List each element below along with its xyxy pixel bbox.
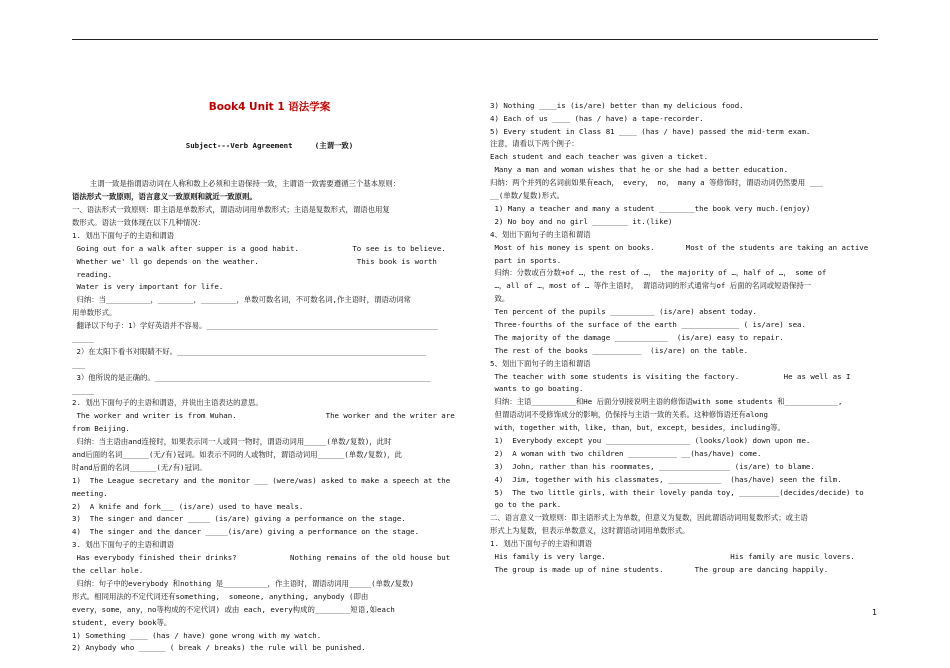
text-line: His family is very large. His family are music lovers. — [490, 551, 855, 561]
text-line: 但谓语动词不受修饰成分的影响，仍保持与主语一致的关系。这种修饰语还有along — [490, 410, 768, 420]
text-line: the cellar hole. — [72, 566, 144, 576]
text-line: and后面的名词______(无/有)冠词。如表示不同的人或物时，谓语动词用______(单数/复数)，此 — [72, 450, 402, 460]
text-line: _____ — [72, 385, 95, 395]
text-line: 用单数形式。 — [72, 308, 117, 318]
text-line: Whether we' ll go depends on the weather. This book is worth — [72, 256, 437, 266]
text-line: reading. — [72, 269, 113, 279]
left-column-body — [72, 178, 467, 655]
text-line: 4) The singer and the dancer _____(is/are) giving a performance on the stage. — [72, 527, 420, 537]
text-line: 归纳：当主语由and连接时，如果表示同一人或同一物时，谓语动词用_____(单数/复数)，此时 — [72, 437, 392, 447]
right-column-body — [490, 100, 880, 577]
text-line: The worker and writer is from Wuhan. The worker and the writer are — [72, 411, 455, 421]
text-line: 2) Anybody who ______ ( break / breaks) the rule will be punished. — [72, 643, 366, 653]
text-line: 归纳：主语__________和He 后面分别接说明主语的修饰语with some students 和____________, — [490, 397, 843, 407]
text-line: _____ — [72, 334, 95, 344]
header-rule — [72, 39, 878, 40]
right-column — [490, 74, 880, 590]
text-line: 1) The League secretary and the monitor ___ (were/was) asked to make a speech at the — [72, 475, 451, 485]
text-line: 1) Something ____ (has / have) gone wrong with my watch. — [72, 630, 322, 640]
text-line: 5) Every student in Class 81 ____ (has / have) passed the mid-term exam. — [490, 126, 811, 136]
text-line: __(单数/复数)形式。 — [490, 191, 564, 201]
text-line: 2) No boy and no girl ________ it.(like) — [490, 216, 673, 226]
text-line: meeting. — [72, 488, 108, 498]
text-line: Three-fourths of the surface of the earth _____________ ( is/are) sea. — [490, 319, 806, 329]
text-line: 3) Nothing ____is (is/are) better than my delicious food. — [490, 100, 744, 110]
text-line: 3) John, rather than his roommates, ________________ (is/are) to blame. — [490, 461, 815, 471]
document-subtitle: Subject---Verb Agreement (主谓一致) — [185, 140, 354, 150]
text-line: 1. 划出下面句子的主语和谓语 — [490, 539, 593, 549]
text-line: 归纳：分数或百分数+of …，the rest of …， the majority of …，half of …， some of — [490, 268, 827, 278]
text-line: The group is made up of nine students. The group are dancing happily. — [490, 564, 829, 574]
text-line: Most of his money is spent on books. Most of the students are taking an active — [490, 242, 869, 252]
text-line: Has everybody finished their drinks? Nothing remains of the old house but — [72, 553, 451, 563]
text-line: 3. 划出下面句子的主语和谓语 — [72, 540, 175, 550]
text-line: 1) Everybody except you ___________________ (looks/look) down upon me. — [490, 435, 811, 445]
text-line: 主谓一致是指谓语动词在人称和数上必须和主语保持一致，主谓语一致需要遵循三个基本原则： — [72, 179, 401, 189]
text-line: The teacher with some students is visiting the factory. He as well as I — [490, 371, 851, 381]
text-line: The rest of the books ___________ (is/are) on the table. — [490, 345, 749, 355]
text-line: 3）他所说的是正确的。______________________________________________________________ — [72, 372, 431, 382]
text-line: 5) The two little girls, with their lovely panda toy, _________(decides/decide) to — [490, 487, 864, 497]
text-line: 归纳：两个并列的名词前如果有each， every， no， many a 等修饰时，谓语动词仍然要用 ___ — [490, 178, 823, 188]
text-line: 翻译以下句子：1）学好英语并不容易。____________________________________________________ — [72, 321, 438, 331]
text-line: 归纳：句子中的everybody 和nothing 是__________，作主语时，谓语动词用_____(单数/复数) — [72, 578, 415, 588]
page-number: 1 — [872, 608, 878, 617]
text-line: 形式上为复数，但表示单数意义，这时谓语动词用单数形式。 — [490, 526, 690, 536]
text-line: Each student and each teacher was given a ticket. — [490, 152, 709, 162]
text-line: 2) A woman with two children ___________ __(has/have) come. — [490, 448, 762, 458]
text-line: 致。 — [490, 294, 510, 304]
text-line: 2) A knife and fork___ (is/are) used to have meals. — [72, 501, 304, 511]
text-line: 归纳：当__________，________，________，单数可数名词，不可数名词,作主语时，谓语动词常 — [72, 295, 411, 305]
text-line: 1. 划出下面句子的主语和谓语 — [72, 230, 175, 240]
text-line: go to the park. — [490, 500, 562, 510]
text-line: 4) Each of us ____ (has / have) a tape-recorder. — [490, 113, 704, 123]
text-line: The majority of the damage ____________ (is/are) easy to repair. — [490, 332, 784, 342]
text-line: part in sports. — [490, 255, 562, 265]
text-line: 4、划出下面句子的主语和谓语 — [490, 229, 591, 239]
text-line: 1) Many a teacher and many a student ________the book very much.(enjoy) — [490, 203, 811, 213]
text-line: 语法形式一致原则，语言意义一致原则和就近一致原则。 — [72, 192, 257, 202]
text-line: 一、语法形式一致原则：即主语是单数形式，谓语动词用单数形式；主语是复数形式，谓语也用复 — [72, 205, 390, 215]
text-line: 3) The singer and dancer _____ (is/are) giving a performance on the stage. — [72, 514, 406, 524]
text-line: 二、语言意义一致原则：即主语形式上为单数，但意义为复数，因此谓语动词用复数形式；或主语 — [490, 513, 808, 523]
text-line: 4) Jim, together with his classmates, ____________ (has/have) seen the film. — [490, 474, 842, 484]
text-line: …，all of …，most of … 等作主语时， 谓语动词的形式通常与of 后面的名词或短语保持一 — [490, 281, 812, 291]
text-line: 2）在太阳下看书对眼睛不好。________________________________________________________ — [72, 346, 427, 356]
text-line: 2. 划出下面句子的主语和谓语，并说出主语表达的意思。 — [72, 398, 263, 408]
text-line: Water is very important for life. — [72, 282, 224, 292]
text-line: Many a man and woman wishes that he or she had a better education. — [490, 165, 789, 175]
text-line: 5、划出下面句子的主语和谓语 — [490, 358, 591, 368]
text-line: from Beijing. — [72, 424, 130, 434]
document-title: Book4 Unit 1 语法学案 — [208, 100, 331, 113]
text-line: with，together with，like, than，but，except，besides，including等。 — [490, 423, 785, 433]
text-line: 形式。相同用法的不定代词还有something, someone, anything, anybody (即由 — [72, 591, 369, 601]
text-line: 时and后面的名词______(无/有)冠词。 — [72, 462, 207, 472]
text-line: Going out for a walk after supper is a good habit. To see is to believe. — [72, 243, 446, 253]
text-line: wants to go boating. — [490, 384, 584, 394]
text-line: Ten percent of the pupils __________ (is/are) absent today. — [490, 307, 757, 317]
text-line: 数形式。语法一致体现在以下几种情况： — [72, 218, 206, 227]
text-line: student, every book等。 — [72, 617, 172, 627]
text-line: 注意，请看以下两个例子： — [490, 139, 579, 149]
text-line: every，some，any，no等构成的不定代词) 或由 each, every构成的________短语,如each — [72, 604, 395, 614]
left-column — [72, 74, 467, 668]
text-line: ___ — [72, 359, 86, 369]
